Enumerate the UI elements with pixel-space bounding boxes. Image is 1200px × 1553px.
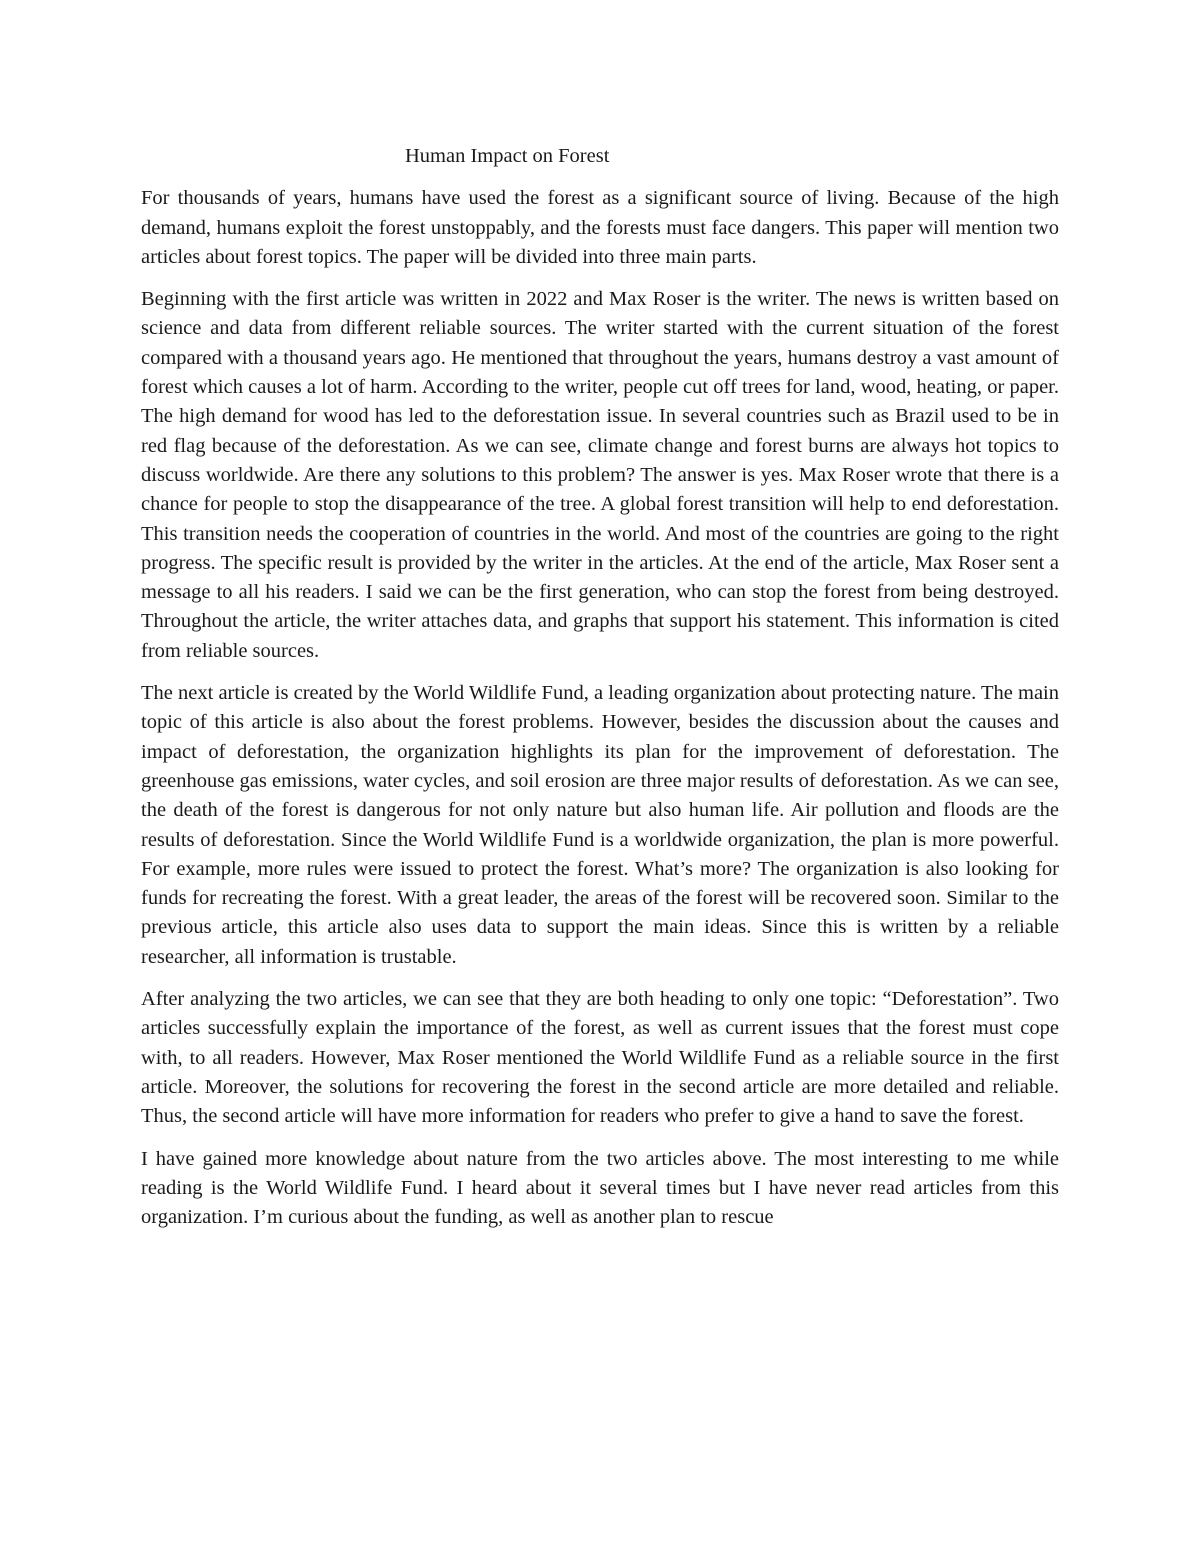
document-title: Human Impact on Forest bbox=[405, 145, 610, 167]
paragraph-introduction: For thousands of years, humans have used the forest as a significant source of living. Because of the high demand, humans exploit the forest unstoppably, and the forests must face dangers. This paper will mention two articles about forest topics. The paper will be divided into three main parts. bbox=[141, 187, 1059, 268]
document-body bbox=[141, 142, 1059, 1245]
paragraph-first-article: Beginning with the first article was written in 2022 and Max Roser is the writer. The news is written based on science and data from different reliable sources. The writer started with the current situation of the forest compared with a thousand years ago. He mentioned that throughout the years, humans destroy a vast amount of forest which causes a lot of harm. According to the writer, people cut off trees for land, wood, heating, or paper. The high demand for wood has led to the deforestation issue. In several countries such as Brazil used to be in red flag because of the deforestation. As we can see, climate change and forest burns are always hot topics to discuss worldwide. Are there any solutions to this problem? The answer is yes. Max Roser wrote that there is a chance for people to stop the disappearance of the tree. A global forest transition will help to end deforestation. This transition needs the cooperation of countries in the world. And most of the countries are going to the right progress. The specific result is provided by the writer in the articles. At the end of the article, Max Roser sent a message to all his readers. I said we can be the first generation, who can stop the forest from being destroyed. Throughout the article, the writer attaches data, and graphs that support his statement. This information is cited from reliable sources. bbox=[141, 288, 1059, 662]
paragraph-second-article: The next article is created by the World Wildlife Fund, a leading organization about protecting nature. The main topic of this article is also about the forest problems. However, besides the discussion about the causes and impact of deforestation, the organization highlights its plan for the improvement of deforestation. The greenhouse gas emissions, water cycles, and soil erosion are three major results of deforestation. As we can see, the death of the forest is dangerous for not only nature but also human life. Air pollution and floods are the results of deforestation. Since the World Wildlife Fund is a worldwide organization, the plan is more powerful. For example, more rules were issued to protect the forest. What’s more? The organization is also looking for funds for recreating the forest. With a great leader, the areas of the forest will be recovered soon. Similar to the previous article, this article also uses data to support the main ideas. Since this is written by a reliable researcher, all information is trustable. bbox=[141, 682, 1059, 968]
paragraph-comparison: After analyzing the two articles, we can see that they are both heading to only one topic: “Deforestation”. Two articles successfully explain the importance of the forest, as well as current issues that the forest must cope with, to all readers. However, Max Roser mentioned the World Wildlife Fund as a reliable source in the first article. Moreover, the solutions for recovering the forest in the second article are more detailed and reliable. Thus, the second article will have more information for readers who prefer to give a hand to save the forest. bbox=[141, 988, 1059, 1128]
paragraph-reflection: I have gained more knowledge about nature from the two articles above. The most interesting to me while reading is the World Wildlife Fund. I heard about it several times but I have never read articles from this organization. I’m curious about the funding, as well as another plan to rescue bbox=[141, 1147, 1059, 1229]
